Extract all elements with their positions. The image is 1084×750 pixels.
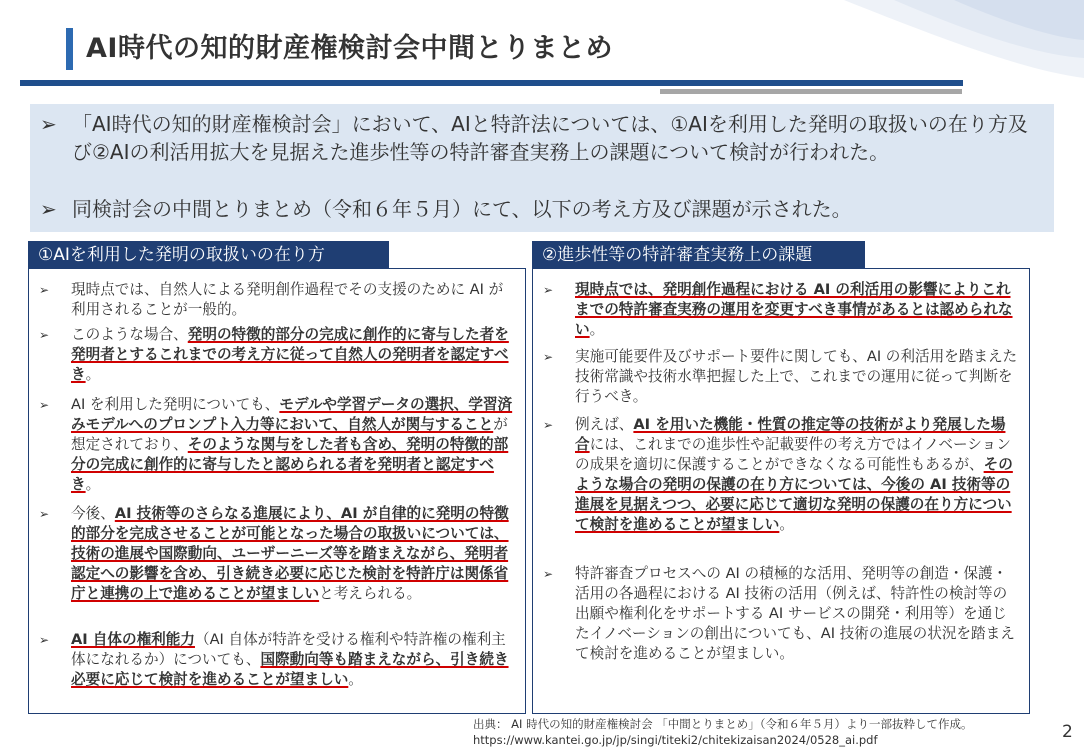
title-accent-bar <box>66 28 73 70</box>
list-item <box>39 395 515 495</box>
intro-text-2: 同検討会の中間とりまとめ（令和６年５月）にて、以下の考え方及び課題が示された。 <box>72 197 852 221</box>
highlight-text: AI 技術等のさらなる進展により、AI が自律的に発明の特徴的部分を完成させることが可能となった場合の取扱いについては、技術の進展や国際動向、ユーザーニーズ等を踏まえながら、発明者認定への影響を含め、引き続き必要に応じた検討を特許庁は関係省庁と連携の上で進めることが望ましい <box>71 505 509 602</box>
left-bullet-3: AI を利用した発明についても、モデルや学習データの選択、学習済みモデルへのプロンプト入力等において、自然人が関与することが想定されており、そのような関与をした者も含め、発明の特徴的部分の完成に創作的に寄与したと認められる者を発明者と認定すべき。 <box>71 396 513 493</box>
bullet-arrow-icon: ➢ <box>543 350 554 364</box>
source-url[interactable]: https://www.kantei.go.jp/jp/singi/titeki2/chitekizaisan2024/0528_ai.pdf <box>473 733 878 747</box>
list-item <box>543 564 1019 664</box>
list-item <box>39 630 515 690</box>
source-citation <box>473 716 972 748</box>
bullet-arrow-icon: ➢ <box>39 633 50 647</box>
bullet-arrow-icon: ➢ <box>39 328 50 342</box>
list-item <box>39 504 515 604</box>
list-item <box>543 347 1019 407</box>
bullet-arrow-icon: ➢ <box>40 112 57 136</box>
page-number: 2 <box>1062 722 1073 742</box>
highlight-text: そのような関与をした者も含め、発明の特徴的部分の完成に創作的に寄与したと認められる者を発明者と認定すべき <box>71 436 509 493</box>
left-bullet-1: 現時点では、自然人による発明創作過程でその支援のために AI が利用されることが一般的。 <box>71 281 504 318</box>
intro-item <box>40 110 1042 166</box>
bullet-arrow-icon: ➢ <box>543 567 554 581</box>
intro-item <box>40 195 1042 223</box>
list-item <box>543 415 1019 535</box>
highlight-text: 発明の特徴的部分の完成に創作的に寄与した者を発明者とするこれまでの考え方に従って自然人の発明者を認定すべき <box>71 326 509 383</box>
highlight-text: そのような場合の発明の保護の在り方については、今後の AI 技術等の進展を見据えつつ、必要に応じて適切な発明の保護の在り方について検討を進めることが望ましい <box>575 456 1013 533</box>
title-rule-gray <box>660 89 962 94</box>
highlight-text: AI を用いた機能・性質の推定等の技術がより発展した場合 <box>575 416 1006 453</box>
source-line-1: 出典： AI 時代の知的財産権検討会 「中間とりまとめ」（令和６年５月）より一部抜粋して作成。 <box>473 717 973 731</box>
intro-box <box>30 104 1054 232</box>
right-panel <box>532 268 1030 714</box>
right-bullet-2: 実施可能要件及びサポート要件に関しても、AI の利活用を踏まえた技術常識や技術水準把握した上で、これまでの運用に従って判断を行うべき。 <box>575 348 1018 405</box>
bullet-arrow-icon: ➢ <box>543 418 554 432</box>
title-rule <box>20 80 963 86</box>
left-bullet-2: このような場合、発明の特徴的部分の完成に創作的に寄与した者を発明者とするこれまでの考え方に従って自然人の発明者を認定すべき。 <box>71 326 509 383</box>
highlight-text: 国際動向等も踏まえながら、引き続き必要に応じて検討を進めることが望ましい <box>71 651 509 688</box>
highlight-text: 現時点では、発明創作過程における AI の利活用の影響によりこれまでの特許審査実務の運用を変更すべき事情があるとは認められない <box>575 281 1013 338</box>
bullet-arrow-icon: ➢ <box>39 283 50 297</box>
bullet-arrow-icon: ➢ <box>39 507 50 521</box>
right-bullet-1: 現時点では、発明創作過程における AI の利活用の影響によりこれまでの特許審査実務の運用を変更すべき事情があるとは認められない。 <box>575 281 1013 338</box>
right-bullet-3: 例えば、AI を用いた機能・性質の推定等の技術がより発展した場合には、これまでの進歩性や記載要件の考え方ではイノベーションの成果を適切に保護することができなくなる可能性もあるが、そのような場合の発明の保護の在り方については、今後の AI 技術等の進展を見据えつつ、必要に応じて適切な発明の保護の在り方について検討を進めることが望ましい。 <box>575 416 1013 533</box>
list-item <box>543 280 1019 340</box>
bullet-arrow-icon: ➢ <box>40 197 57 221</box>
left-bullet-4: 今後、AI 技術等のさらなる進展により、AI が自律的に発明の特徴的部分を完成させることが可能となった場合の取扱いについては、技術の進展や国際動向、ユーザーニーズ等を踏まえながら、発明者認定への影響を含め、引き続き必要に応じた検討を特許庁は関係省庁と連携の上で進めることが望ましいと考えられる。 <box>71 505 509 602</box>
highlight-text: AI 自体の権利能力 <box>71 631 195 648</box>
right-bullet-4: 特許審査プロセスへの AI の積極的な活用、発明等の創造・保護・活用の各過程における AI 技術の活用（例えば、特許性の検討等の出願や権利化をサポートする AI サービスの開発・利用等）を通じたイノベーションの創出についても、AI 技術の進展の状況を踏まえて検討を進めることが望ましい。 <box>575 565 1015 662</box>
highlight-text: モデルや学習データの選択、学習済みモデルへのプロンプト入力等において、自然人が関与すること <box>71 396 513 433</box>
left-panel <box>28 268 526 714</box>
left-panel-header: ①AIを利用した発明の取扱いの在り方 <box>28 241 389 269</box>
right-panel-header: ②進歩性等の特許審査実務上の課題 <box>532 241 865 269</box>
page-title: AI時代の知的財産権検討会中間とりまとめ <box>86 33 613 64</box>
list-item <box>39 280 515 320</box>
left-bullet-5: AI 自体の権利能力（AI 自体が特許を受ける権利や特許権の権利主体になれるか）についても、国際動向等も踏まえながら、引き続き必要に応じて検討を進めることが望ましい。 <box>71 631 509 688</box>
list-item <box>39 325 515 385</box>
intro-text-1: 「AI時代の知的財産権検討会」において、AIと特許法については、①AIを利用した発明の取扱いの在り方及び②AIの利活用拡大を見据えた進歩性等の特許審査実務上の課題について検討が行われた。 <box>72 112 1028 164</box>
bullet-arrow-icon: ➢ <box>39 398 50 412</box>
bullet-arrow-icon: ➢ <box>543 283 554 297</box>
